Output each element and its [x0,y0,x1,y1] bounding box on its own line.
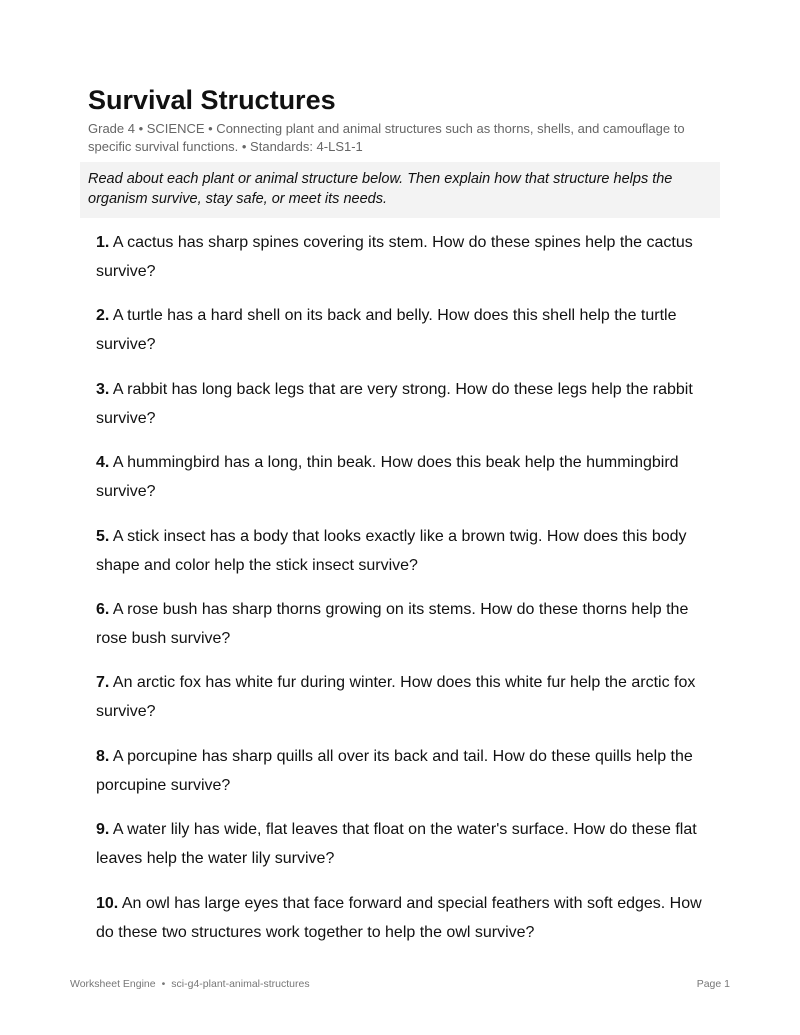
question-number: 7. [96,674,110,692]
page-title: Survival Structures [88,85,336,115]
question-text: A rabbit has long back legs that are very strong. How do these legs help the rabbit survive? [96,380,693,427]
question-text: A hummingbird has a long, thin beak. How does this beak help the hummingbird survive? [96,454,679,501]
question-item [96,448,720,506]
question-text: A turtle has a hard shell on its back and belly. How does this shell help the turtle survive? [96,307,677,354]
question-text: A porcupine has sharp quills all over its back and tail. How do these quills help the porcupine survive? [96,747,693,794]
worksheet-page [88,84,720,962]
footer-page-number: Page 1 [696,978,730,990]
question-item [96,595,720,653]
question-number: 1. [96,234,110,251]
question-list [88,228,720,947]
question-number: 10. [96,894,119,912]
question-text: A cactus has sharp spines covering its stem. How do these spines help the cactus survive? [96,234,693,280]
question-text: An arctic fox has white fur during winter. How does this white fur help the arctic fox survive? [96,674,696,721]
question-item [96,889,720,947]
question-number: 3. [96,380,110,398]
question-item [96,228,720,286]
footer-worksheet-id: sci-g4-plant-animal-structures [171,978,310,990]
question-text: A water lily has wide, flat leaves that float on the water's surface. How do these flat leaves help the water lily survive? [96,821,697,868]
question-number: 4. [96,454,110,472]
question-item [96,668,720,726]
question-item [96,375,720,433]
question-number: 2. [96,307,110,325]
question-number: 8. [96,747,110,765]
question-number: 5. [96,527,110,545]
instructions-box: Read about each plant or animal structure below. Then explain how that structure helps the organism survive, stay safe, or meet its needs. [80,162,720,218]
footer-engine-name: Worksheet Engine [70,978,156,990]
page-footer [70,978,730,990]
question-text: A rose bush has sharp thorns growing on its stems. How do these thorns help the rose bush survive? [96,600,689,647]
question-number: 6. [96,600,110,618]
question-text: An owl has large eyes that face forward and special feathers with soft edges. How do these two structures work together to help the owl survive? [96,894,702,941]
footer-left [70,978,310,990]
footer-separator: • [161,978,166,990]
question-number: 9. [96,821,110,839]
question-item [96,522,720,580]
worksheet-meta: Grade 4 • SCIENCE • Connecting plant and animal structures such as thorns, shells, and camouflage to specific survival functions. • Standards: 4-LS1-1 [88,121,685,154]
question-item [96,742,720,800]
question-text: A stick insect has a body that looks exactly like a brown twig. How does this body shape and color help the stick insect survive? [96,527,687,574]
question-item [96,815,720,873]
question-item [96,301,720,359]
